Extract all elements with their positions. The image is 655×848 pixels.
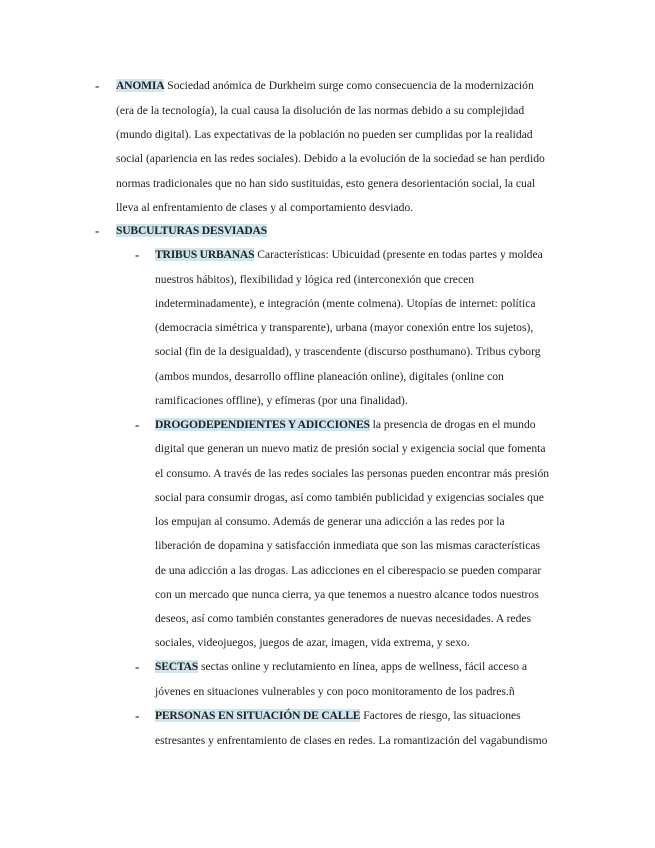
bullet-marker: - [135, 417, 140, 432]
bullet-marker: - [95, 78, 100, 93]
drogo-line-3: el consumo. A través de las redes sociales las personas pueden encontrar más presión [155, 467, 550, 480]
drogo-line-7: de una adicción a las drogas. Las adicciones en el ciberespacio se pueden comparar [155, 564, 542, 577]
tribus-line-1: Características: Ubicuidad (presente en todas partes y moldea [254, 248, 543, 261]
subculturas-term: SUBCULTURAS DESVIADAS [116, 224, 267, 237]
anomia-first-line [116, 78, 577, 94]
calle-term: PERSONAS EN SITUACIÓN DE CALLE [155, 709, 361, 722]
drogo-line-10: sociales, videojuegos, juegos de azar, imagen, vida extrema, y sexo. [155, 636, 470, 649]
drogo-line-4: social para consumir drogas, así como también publicidad y exigencias sociales que [155, 491, 544, 504]
bullet-marker: - [135, 247, 140, 262]
anomia-term: ANOMIA [116, 79, 165, 92]
drogo-term: DROGODEPENDIENTES Y ADICCIONES [155, 418, 370, 431]
anomia-line-1: Sociedad anómica de Durkheim surge como consecuencia de la modernización [164, 79, 534, 92]
anomia-line-4: social (apariencia en las redes sociales). Debido a la evolución de la sociedad se han perdido [116, 152, 545, 165]
drogo-line-6: liberación de dopamina y satisfacción inmediata que son las mismas características [155, 539, 541, 552]
calle-line-2: estresantes y enfrentamiento de clases en redes. La romantización del vagabundismo [155, 734, 548, 747]
anomia-line-3: (mundo digital). Las expectativas de la población no pueden ser cumplidas por la realidad [116, 128, 533, 141]
sectas-term: SECTAS [155, 660, 199, 673]
calle-line-1: Factores de riesgo, las situaciones [360, 709, 521, 722]
bullet-marker: - [135, 659, 140, 674]
tribus-line-3: indeterminadamente), e integración (mente colmena). Utopías de internet: política [155, 297, 536, 310]
anomia-line-5: normas tradicionales que no han sido sustituidas, esto genera desorientación social, la cual [116, 177, 536, 190]
tribus-line-4: (democracia simétrica y transparente), urbana (mayor conexión entre los sujetos), [155, 321, 534, 334]
sectas-line-2: jóvenes en situaciones vulnerables y con poco monitoramento de los padres.ñ [155, 685, 515, 698]
drogo-line-1: la presencia de drogas en el mundo [369, 418, 536, 431]
drogo-line-2: digital que generan un nuevo matiz de presión social y exigencia social que fomenta [155, 442, 546, 455]
sectas-line-1: sectas online y reclutamiento en línea, apps de wellness, fácil acceso a [198, 660, 528, 673]
tribus-term: TRIBUS URBANAS [155, 248, 255, 261]
tribus-line-2: nuestros hábitos), flexibilidad y lógica red (interconexión que crecen [155, 273, 475, 286]
drogo-line-9: deseos, así como también constantes generadores de nuevas necesidades. A redes [155, 612, 532, 625]
tribus-line-6: (ambos mundos, desarrollo offline planeación online), digitales (online con [155, 370, 504, 383]
tribus-line-7: ramificaciones offline), y efímeras (por una finalidad). [155, 394, 408, 407]
anomia-line-6: lleva al enfrentamiento de clases y al comportamiento desviado. [116, 201, 414, 214]
drogo-line-5: los empujan al consumo. Además de generar una adicción a las redes por la [155, 515, 505, 528]
tribus-line-5: social (fin de la desigualdad), y trascendente (discurso posthumano). Tribus cyborg [155, 345, 541, 358]
anomia-line-2: (era de la tecnología), la cual causa la disolución de las normas debido a su complejidad [116, 104, 525, 117]
bullet-marker: - [95, 223, 100, 238]
drogo-line-8: con un mercado que nunca cierra, ya que tenemos a nuestro alcance todos nuestros [155, 588, 539, 601]
bullet-marker: - [135, 708, 140, 723]
